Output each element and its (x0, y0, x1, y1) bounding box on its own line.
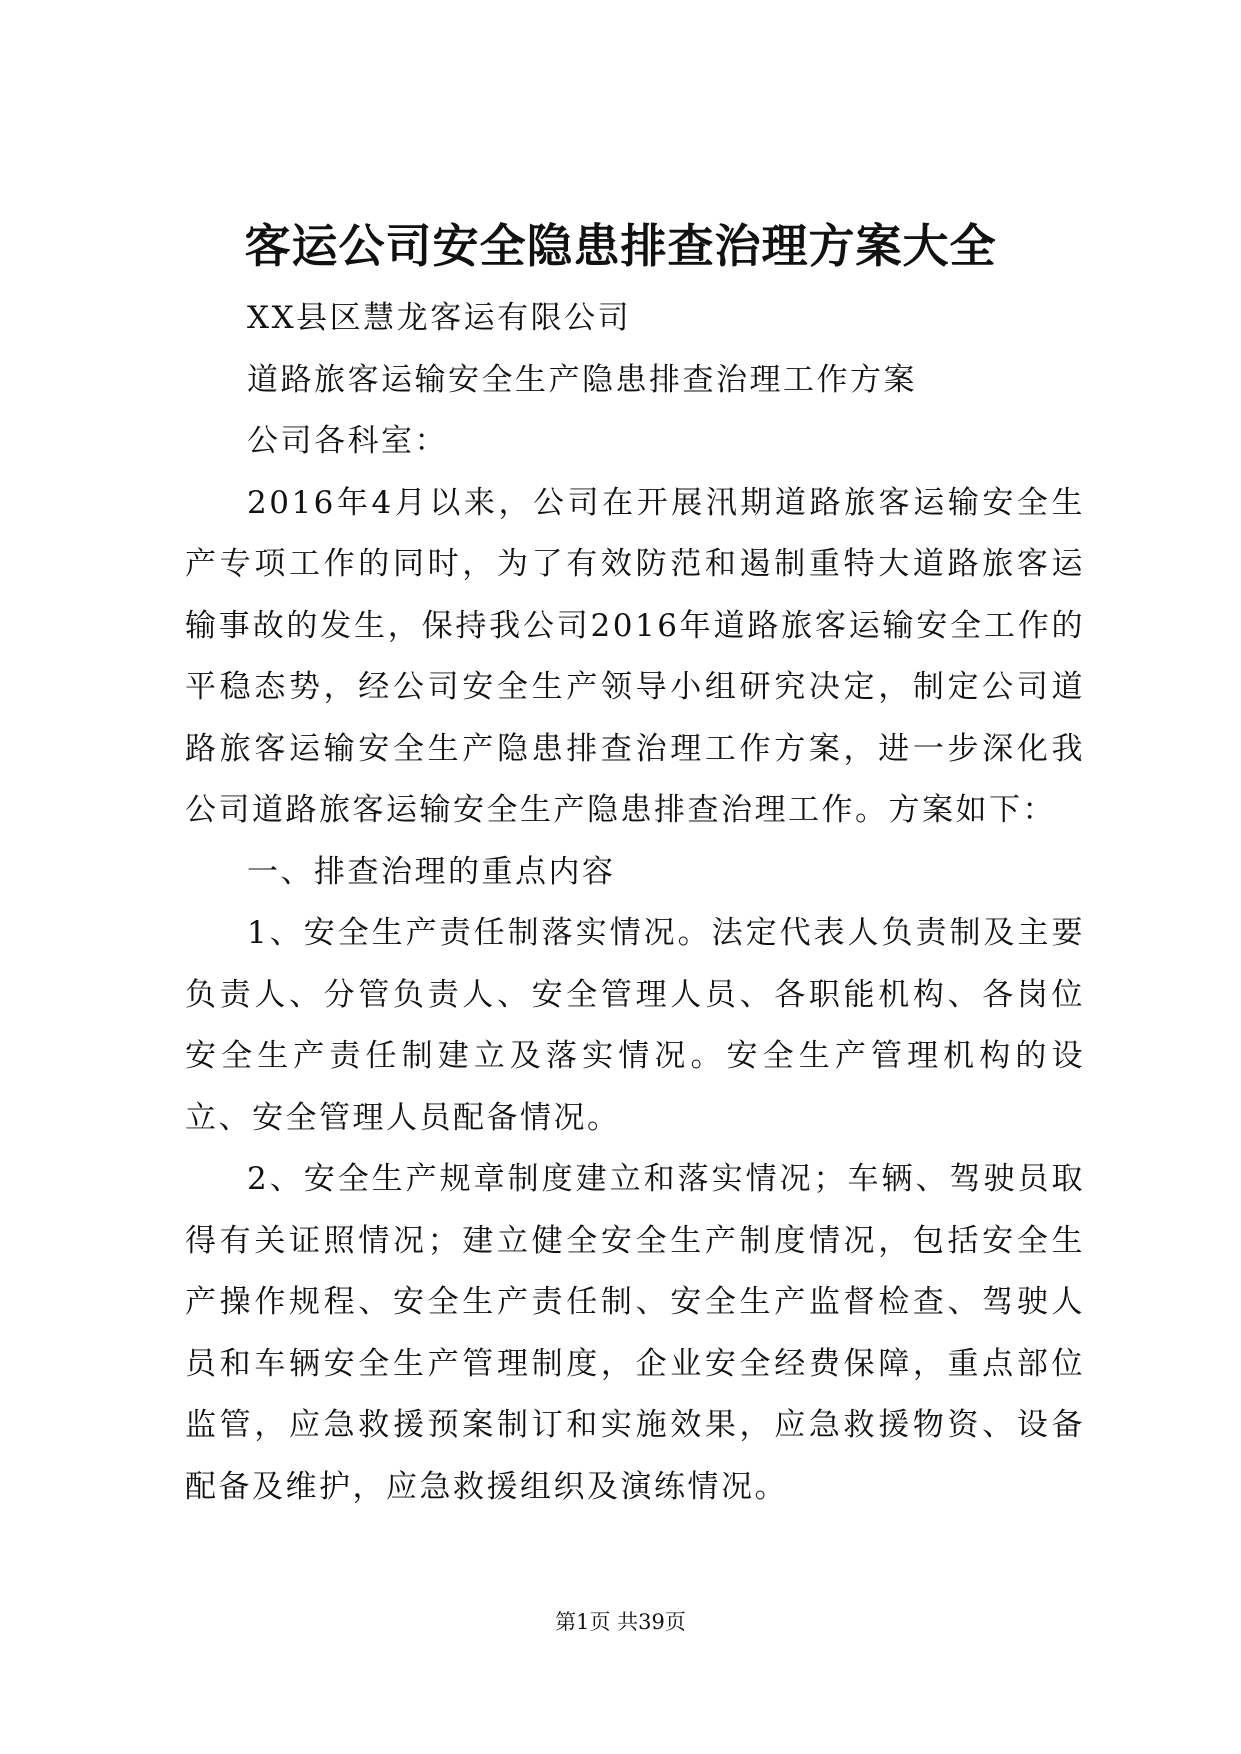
company-name-line: XX县区慧龙客运有限公司 (247, 300, 632, 336)
document-body (185, 288, 1085, 1518)
section-heading-1: 一、排查治理的重点内容 (247, 853, 616, 890)
page-footer: 第1页 共39页 (555, 1610, 686, 1634)
salutation-line: 公司各科室： (247, 423, 448, 459)
intro-paragraph: 2016年4月以来，公司在开展汛期道路旅客运输安全生产专项工作的同时，为了有效防范和遏制重特大道路旅客运输事故的发生，保持我公司2016年道路旅客运输安全工作的平稳态势，经公司安全生产领导小组研究决定，制定公司道路旅客运输安全生产隐患排查治理工作方案，进一步深化我公司道路旅客运输安全生产隐患排查治理工作。方案如下： (185, 484, 1085, 828)
item-paragraph-2: 2、安全生产规章制度建立和落实情况；车辆、驾驶员取得有关证照情况；建立健全安全生产制度情况，包括安全生产操作规程、安全生产责任制、安全生产监督检查、驾驶人员和车辆安全生产管理制度，企业安全经费保障，重点部位监管，应急救援预案制订和实施效果，应急救援物资、设备配备及维护，应急救援组织及演练情况。 (185, 1161, 1085, 1505)
plan-subtitle-line: 道路旅客运输安全生产隐患排查治理工作方案 (247, 361, 917, 398)
item-paragraph-1: 1、安全生产责任制落实情况。法定代表人负责制及主要负责人、分管负责人、安全管理人员、各职能机构、各岗位安全生产责任制建立及落实情况。安全生产管理机构的设立、安全管理人员配备情况。 (185, 915, 1085, 1136)
document-title: 客运公司安全隐患排查治理方案大全 (244, 219, 997, 273)
